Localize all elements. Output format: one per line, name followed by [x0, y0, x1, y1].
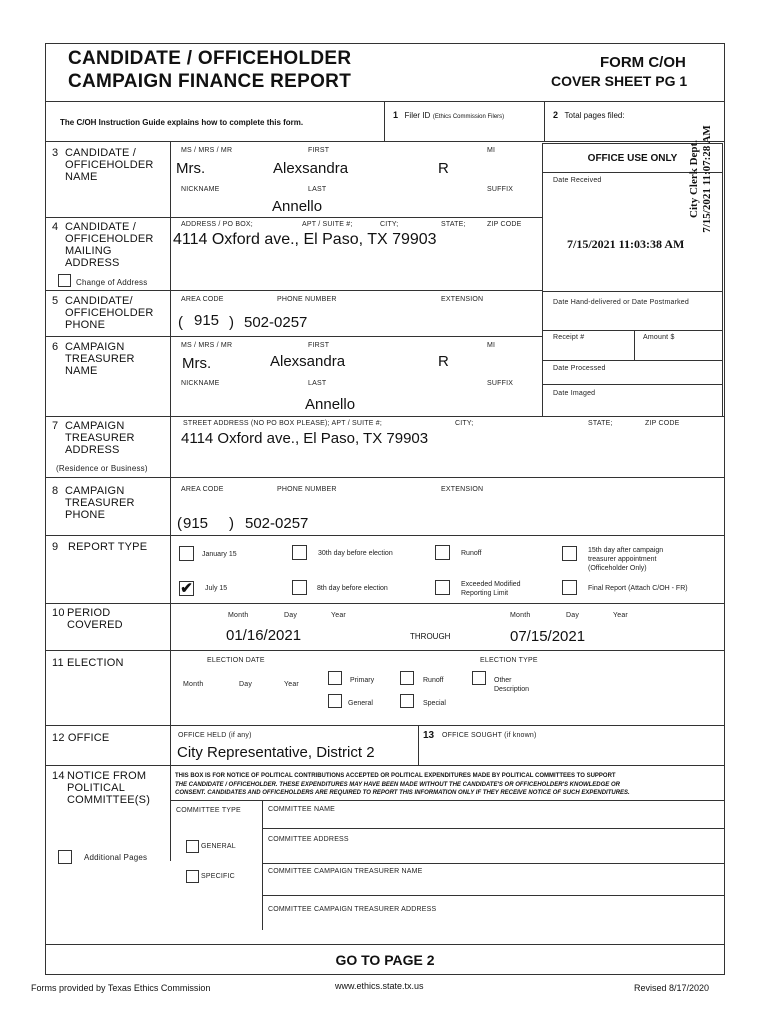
label-line: TREASURER — [65, 432, 135, 444]
date-hand-delivered-label: Date Hand-delivered or Date Postmarked — [553, 299, 689, 306]
notice-line: THE CANDIDATE / OFFICEHOLDER. THESE EXPENDITURES MAY HAVE BEEN MADE WITHOUT THE CANDIDATE'S OR OFFICEHOLDER'S KNOWLEDGE OR — [175, 781, 620, 788]
paren-open: ( — [177, 515, 182, 532]
mi-label: MI — [487, 147, 496, 154]
report-15-day-checkbox[interactable] — [562, 546, 577, 561]
committee-general-label: GENERAL — [201, 843, 236, 850]
year-label: Year — [284, 681, 299, 688]
label-line: OFFICEHOLDER — [65, 233, 154, 245]
period-from-date[interactable]: 01/16/2021 — [226, 627, 302, 644]
election-runoff-checkbox[interactable] — [400, 671, 414, 685]
election-general-label: General — [348, 700, 373, 707]
month-label: Month — [183, 681, 204, 688]
section-13-number: 13 — [423, 730, 435, 741]
election-date-label: ELECTION DATE — [207, 657, 265, 664]
section-5-title — [65, 295, 154, 331]
change-of-address-label: Change of Address — [76, 278, 148, 287]
total-pages-label: Total pages filed: — [564, 111, 625, 120]
label-column-divider — [170, 141, 171, 861]
divider — [45, 535, 725, 536]
office-held-label: OFFICE HELD (if any) — [178, 732, 252, 739]
area-code-label: AREA CODE — [181, 296, 224, 303]
section-number: 4 — [52, 221, 59, 233]
report-exceeded-label — [461, 580, 521, 598]
apt-label: APT / SUITE #; — [302, 221, 353, 228]
candidate-first-name[interactable]: Alexsandra — [273, 160, 349, 177]
report-runoff-checkbox[interactable] — [435, 545, 450, 560]
suffix-label: SUFFIX — [487, 380, 514, 387]
last-name-label: LAST — [308, 186, 327, 193]
divider — [45, 336, 542, 337]
last-name-label: LAST — [308, 380, 327, 387]
divider — [542, 291, 723, 292]
candidate-last-name[interactable]: Annello — [272, 198, 323, 215]
committee-type-label: COMMITTEE TYPE — [176, 807, 241, 814]
paren-close: ) — [229, 314, 234, 331]
ms-mrs-mr-label: MS / MRS / MR — [181, 342, 233, 349]
label-line: CANDIDATE / — [65, 221, 137, 233]
date-imaged-label: Date Imaged — [553, 390, 596, 397]
section-9-title: REPORT TYPE — [68, 541, 148, 553]
election-special-checkbox[interactable] — [400, 694, 414, 708]
report-15-day-label — [588, 546, 663, 573]
label-line: TREASURER — [65, 353, 135, 365]
additional-pages-label: Additional Pages — [84, 853, 148, 862]
label-line: 15th day after campaign — [588, 547, 664, 554]
committee-specific-label: SPECIFIC — [201, 873, 235, 880]
mi-label: MI — [487, 342, 496, 349]
state-label: STATE; — [588, 420, 613, 427]
label-line: Reporting Limit — [461, 590, 509, 597]
section-3-label — [52, 147, 58, 159]
report-january-15-checkbox[interactable] — [179, 546, 194, 561]
section-4-title — [65, 221, 154, 269]
election-type-label: ELECTION TYPE — [480, 657, 538, 664]
city-clerk-stamp-line1: City Clerk Dept. — [688, 140, 700, 218]
divider — [45, 416, 725, 417]
city-clerk-stamp-line2: 7/15/2021 11:07:28 AM — [701, 125, 713, 233]
ms-mrs-mr-label: MS / MRS / MR — [181, 147, 233, 154]
extension-label: EXTENSION — [441, 296, 484, 303]
section-number: 9 — [52, 541, 59, 553]
form-title-line2: CAMPAIGN FINANCE REPORT — [68, 71, 352, 92]
label-line: CAMPAIGN — [65, 485, 125, 497]
received-stamp: 7/15/2021 11:03:38 AM — [567, 237, 685, 251]
report-8-day-label: 8th day before election — [317, 585, 388, 592]
divider — [544, 101, 545, 141]
date-processed-label: Date Processed — [553, 365, 606, 372]
city-label: CITY; — [455, 420, 474, 427]
nickname-label: NICKNAME — [181, 186, 220, 193]
check-icon: ✔ — [180, 580, 193, 597]
report-july-15-checkbox[interactable] — [179, 581, 194, 596]
section-14-title — [67, 770, 150, 806]
section-7-title — [65, 420, 135, 456]
first-name-label: FIRST — [308, 147, 330, 154]
street-address-label: STREET ADDRESS (NO PO BOX PLEASE); APT / SUITE #; — [183, 420, 382, 427]
section-number: 3 — [52, 147, 59, 159]
divider — [45, 217, 542, 218]
section-10-title — [67, 607, 123, 631]
zip-label: ZIP CODE — [487, 221, 522, 228]
divider — [45, 101, 725, 102]
treasurer-last-name[interactable]: Annello — [305, 396, 356, 413]
divider — [170, 800, 725, 801]
section-6-title — [65, 341, 135, 377]
city-clerk-stamp — [688, 104, 714, 254]
report-30-day-label: 30th day before election — [318, 550, 393, 557]
paren-open: ( — [178, 314, 183, 331]
filer-id-number: 1 — [393, 110, 399, 120]
committee-address-label[interactable]: COMMITTEE ADDRESS — [268, 836, 349, 843]
divider — [262, 800, 263, 930]
election-runoff-label: Runoff — [423, 677, 444, 684]
section-number: 6 — [52, 341, 59, 353]
zip-label: ZIP CODE — [645, 420, 680, 427]
month-label: Month — [228, 612, 249, 619]
suffix-label: SUFFIX — [487, 186, 514, 193]
forms-provided-text: Forms provided by Texas Ethics Commission — [31, 983, 211, 993]
label-line: PHONE — [65, 509, 106, 521]
receipt-label: Receipt # — [553, 334, 585, 341]
change-of-address-checkbox[interactable] — [58, 274, 71, 287]
report-july-15-label: July 15 — [205, 585, 228, 592]
section-11-title: ELECTION — [67, 657, 124, 669]
label-line: MAILING — [65, 245, 112, 257]
committee-treasurer-name-label[interactable]: COMMITTEE CAMPAIGN TREASURER NAME — [268, 868, 423, 875]
section-number: 7 — [52, 420, 59, 432]
report-exceeded-checkbox[interactable] — [435, 580, 450, 595]
address-label: ADDRESS / PO BOX; — [181, 221, 253, 228]
notice-line: THIS BOX IS FOR NOTICE OF POLITICAL CONTRIBUTIONS ACCEPTED OR POLITICAL EXPENDITURES MADE BY POLITICAL COMMITTEES TO SUPPORT — [175, 773, 616, 779]
candidate-mi[interactable]: R — [438, 160, 449, 177]
year-label: Year — [331, 612, 346, 619]
treasurer-first-name[interactable]: Alexsandra — [270, 353, 346, 370]
day-label: Day — [239, 681, 253, 688]
filer-id-sub: (Ethics Commission Filers) — [432, 114, 505, 120]
candidate-phone[interactable]: 502-0257 — [244, 314, 308, 331]
divider — [45, 141, 725, 142]
report-january-15-label: January 15 — [202, 551, 237, 558]
label-line: NAME — [65, 365, 98, 377]
election-special-label: Special — [423, 700, 446, 707]
label-line: CAMPAIGN — [65, 420, 125, 432]
label-line: Exceeded Modified — [461, 581, 521, 588]
day-label: Day — [284, 612, 298, 619]
label-line: TREASURER — [65, 497, 135, 509]
first-name-label: FIRST — [308, 342, 330, 349]
period-to-date[interactable]: 07/15/2021 — [510, 628, 586, 645]
office-sought-label[interactable]: OFFICE SOUGHT (if known) — [442, 732, 537, 739]
committee-name-label[interactable]: COMMITTEE NAME — [268, 806, 335, 813]
section-12-title — [52, 732, 109, 744]
label-line: COMMITTEE(S) — [67, 794, 151, 806]
label-line: CAMPAIGN — [65, 341, 125, 353]
form-title-line1: CANDIDATE / OFFICEHOLDER — [68, 48, 352, 69]
section-number: 11 — [52, 657, 64, 669]
day-label: Day — [566, 612, 580, 619]
date-received-label: Date Received — [553, 177, 602, 184]
label-line: Description — [494, 686, 530, 693]
treasurer-salutation[interactable]: Mrs. — [182, 355, 212, 372]
section-number: 14 — [52, 770, 65, 782]
extension-label: EXTENSION — [441, 486, 484, 493]
committee-general-checkbox[interactable] — [186, 840, 199, 853]
go-to-page-2: GO TO PAGE 2 — [335, 952, 435, 968]
divider — [45, 650, 725, 651]
revised-date: Revised 8/17/2020 — [634, 983, 710, 993]
city-label: CITY; — [380, 221, 399, 228]
residence-or-business-label: (Residence or Business) — [56, 464, 148, 473]
committee-treasurer-address-label[interactable]: COMMITTEE CAMPAIGN TREASURER ADDRESS — [268, 906, 437, 913]
year-label: Year — [613, 612, 628, 619]
section-number: 10 — [52, 607, 65, 619]
election-other-label — [494, 676, 529, 694]
label-line: NAME — [65, 171, 98, 183]
candidate-area-code[interactable]: 915 — [194, 312, 220, 329]
election-primary-label: Primary — [350, 677, 375, 684]
divider — [384, 101, 385, 141]
cover-sheet-label: COVER SHEET PG 1 — [551, 73, 688, 89]
divider — [45, 765, 725, 766]
report-8-day-checkbox[interactable] — [292, 580, 307, 595]
section-number: 8 — [52, 485, 59, 497]
label-line: NOTICE FROM — [67, 770, 147, 782]
section-number: 12 — [52, 732, 65, 744]
candidate-address[interactable]: 4114 Oxford ave., El Paso, TX 79903 — [173, 231, 437, 248]
label-line: ADDRESS — [65, 257, 120, 269]
label-line: PHONE — [65, 319, 106, 331]
divider — [542, 384, 723, 385]
divider — [262, 863, 725, 864]
nickname-label: NICKNAME — [181, 380, 220, 387]
divider — [262, 828, 725, 829]
label-line: PERIOD — [67, 607, 111, 619]
committee-notice — [175, 772, 630, 798]
divider — [542, 330, 723, 331]
phone-number-label: PHONE NUMBER — [277, 296, 337, 303]
section-3-title — [65, 147, 154, 183]
treasurer-area-code[interactable]: 915 — [183, 515, 209, 532]
election-other-checkbox[interactable] — [472, 671, 486, 685]
amount-label: Amount $ — [643, 334, 675, 341]
paren-close: ) — [229, 515, 234, 532]
through-label: THROUGH — [410, 632, 451, 641]
section-label: OFFICE — [67, 732, 110, 744]
treasurer-phone[interactable]: 502-0257 — [245, 515, 309, 532]
label-line: COVERED — [67, 619, 123, 631]
divider — [45, 603, 725, 604]
label-line: ADDRESS — [65, 444, 120, 456]
election-general-checkbox[interactable] — [328, 694, 342, 708]
instruction-text: The C/OH Instruction Guide explains how to complete this form. — [60, 118, 304, 127]
label-line: POLITICAL — [67, 782, 126, 794]
section-number: 5 — [52, 295, 59, 307]
area-code-label: AREA CODE — [181, 486, 224, 493]
filer-id-label: Filer ID — [404, 111, 431, 120]
divider — [418, 725, 419, 765]
election-primary-checkbox[interactable] — [328, 671, 342, 685]
treasurer-address[interactable]: 4114 Oxford ave., El Paso, TX 79903 — [181, 430, 429, 447]
divider — [45, 725, 725, 726]
ethics-url[interactable]: www.ethics.state.tx.us — [335, 981, 424, 991]
total-pages-number: 2 — [553, 110, 559, 120]
divider — [45, 944, 725, 945]
label-line: (Officeholder Only) — [588, 565, 647, 572]
report-final-checkbox[interactable] — [562, 580, 577, 595]
divider — [45, 477, 725, 478]
label-line: CANDIDATE/ — [65, 295, 133, 307]
label-line: CANDIDATE / — [65, 147, 137, 159]
office-use-title: OFFICE USE ONLY — [587, 153, 678, 164]
notice-line: CONSENT. CANDIDATES AND OFFICEHOLDERS ARE REQUIRED TO REPORT THIS INFORMATION ONLY IF THEY RECEIVE NOTICE OF SUCH EXPENDITURES. — [175, 790, 630, 796]
divider — [45, 290, 542, 291]
label-line: treasurer appointment — [588, 556, 657, 563]
divider — [542, 360, 723, 361]
report-runoff-label: Runoff — [461, 550, 482, 557]
label-line: Other — [494, 677, 512, 684]
section-8-title — [65, 485, 135, 521]
additional-pages-checkbox[interactable] — [58, 850, 72, 864]
state-label: STATE; — [441, 221, 466, 228]
divider — [634, 330, 635, 360]
treasurer-mi[interactable]: R — [438, 353, 449, 370]
report-final-label: Final Report (Attach C/OH - FR) — [588, 585, 688, 592]
month-label: Month — [510, 612, 531, 619]
phone-number-label: PHONE NUMBER — [277, 486, 337, 493]
filer-id-field[interactable] — [393, 110, 504, 120]
committee-specific-checkbox[interactable] — [186, 870, 199, 883]
candidate-salutation[interactable]: Mrs. — [176, 160, 206, 177]
total-pages-field[interactable] — [553, 110, 625, 120]
label-line: OFFICEHOLDER — [65, 159, 154, 171]
form-id: FORM C/OH — [600, 54, 686, 71]
label-line: OFFICEHOLDER — [65, 307, 154, 319]
divider — [262, 895, 725, 896]
office-held-value[interactable]: City Representative, District 2 — [177, 744, 375, 761]
report-30-day-checkbox[interactable] — [292, 545, 307, 560]
